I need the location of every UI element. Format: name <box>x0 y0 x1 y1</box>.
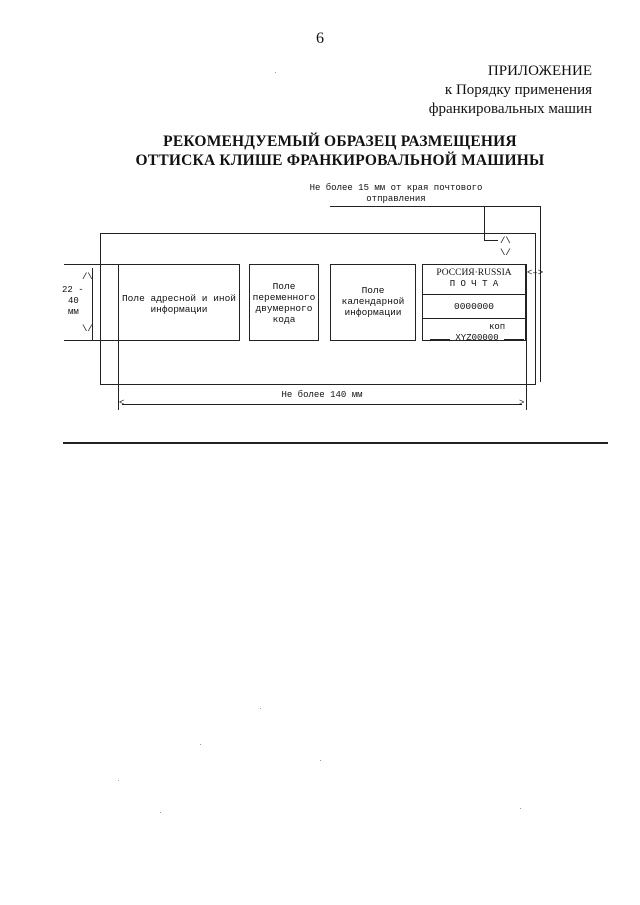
stamp-divider-1 <box>422 294 526 295</box>
stamp-code-line-left <box>430 339 450 340</box>
edge-distance-arrow: <–> <box>527 268 544 278</box>
edge-distance-note <box>296 183 496 205</box>
arrow-down-right: \/ <box>500 248 511 258</box>
title-line-1: РЕКОМЕНДУЕМЫЙ ОБРАЗЕЦ РАЗМЕЩЕНИЯ <box>163 133 517 150</box>
height-dimension-line <box>92 268 93 340</box>
edge-dimension-line-outer <box>540 206 541 382</box>
width-dimension-line <box>122 404 522 405</box>
stamp-number: 0000000 <box>454 301 494 312</box>
scan-speck <box>160 812 161 813</box>
height-value-min: 22 - <box>62 285 84 295</box>
barcode-label: Поле переменного двумерного кода <box>252 281 316 325</box>
height-unit: мм <box>68 307 79 317</box>
edge-distance-note-line1: Не более 15 мм от края почтового <box>309 183 483 193</box>
title-line-2: ОТТИСКА КЛИШЕ ФРАНКИРОВАЛЬНОЙ МАШИНЫ <box>135 152 545 169</box>
barcode-field <box>249 264 319 341</box>
height-extension-bottom <box>64 340 118 341</box>
appendix-reference: к Порядку применения <box>444 82 592 98</box>
appendix-reference-cont: франкировальных машин <box>428 101 592 117</box>
scan-speck <box>260 708 261 709</box>
stamp-post: П О Ч Т А <box>449 279 499 289</box>
stamp-divider-2 <box>422 318 526 319</box>
scan-speck <box>200 744 201 745</box>
height-arrow-down: \/ <box>82 324 93 334</box>
address-info-field <box>118 264 240 341</box>
stamp-code-line-right <box>504 339 524 340</box>
height-arrow-up: /\ <box>82 272 93 282</box>
stamp-currency: коп <box>489 322 506 332</box>
appendix-header <box>429 62 592 119</box>
section-divider <box>63 442 608 444</box>
stamp-country: РОССИЯ·RUSSIA <box>436 268 512 278</box>
arrow-up-right: /\ <box>500 236 511 246</box>
scan-speck <box>320 760 321 761</box>
edge-note-leader <box>330 206 540 207</box>
scan-speck <box>520 808 521 809</box>
scan-speck <box>275 72 276 73</box>
width-arrow-left: < <box>119 398 125 408</box>
width-note: Не более 140 мм <box>281 390 363 400</box>
page-title <box>0 132 640 170</box>
calendar-field <box>330 264 416 341</box>
page-number: 6 <box>316 30 324 47</box>
stamp-code: XYZ00000 <box>455 333 499 343</box>
scan-speck <box>118 780 119 781</box>
width-extension-right <box>526 264 527 410</box>
height-value-max: 40 <box>68 296 79 306</box>
address-info-label: Поле адресной и иной информации <box>121 293 237 315</box>
appendix-label: ПРИЛОЖЕНИЕ <box>487 63 592 79</box>
calendar-label: Поле календарной информации <box>341 285 405 318</box>
width-arrow-right: > <box>519 398 525 408</box>
height-extension-top <box>64 264 118 265</box>
edge-distance-note-line2: отправления <box>366 194 426 204</box>
